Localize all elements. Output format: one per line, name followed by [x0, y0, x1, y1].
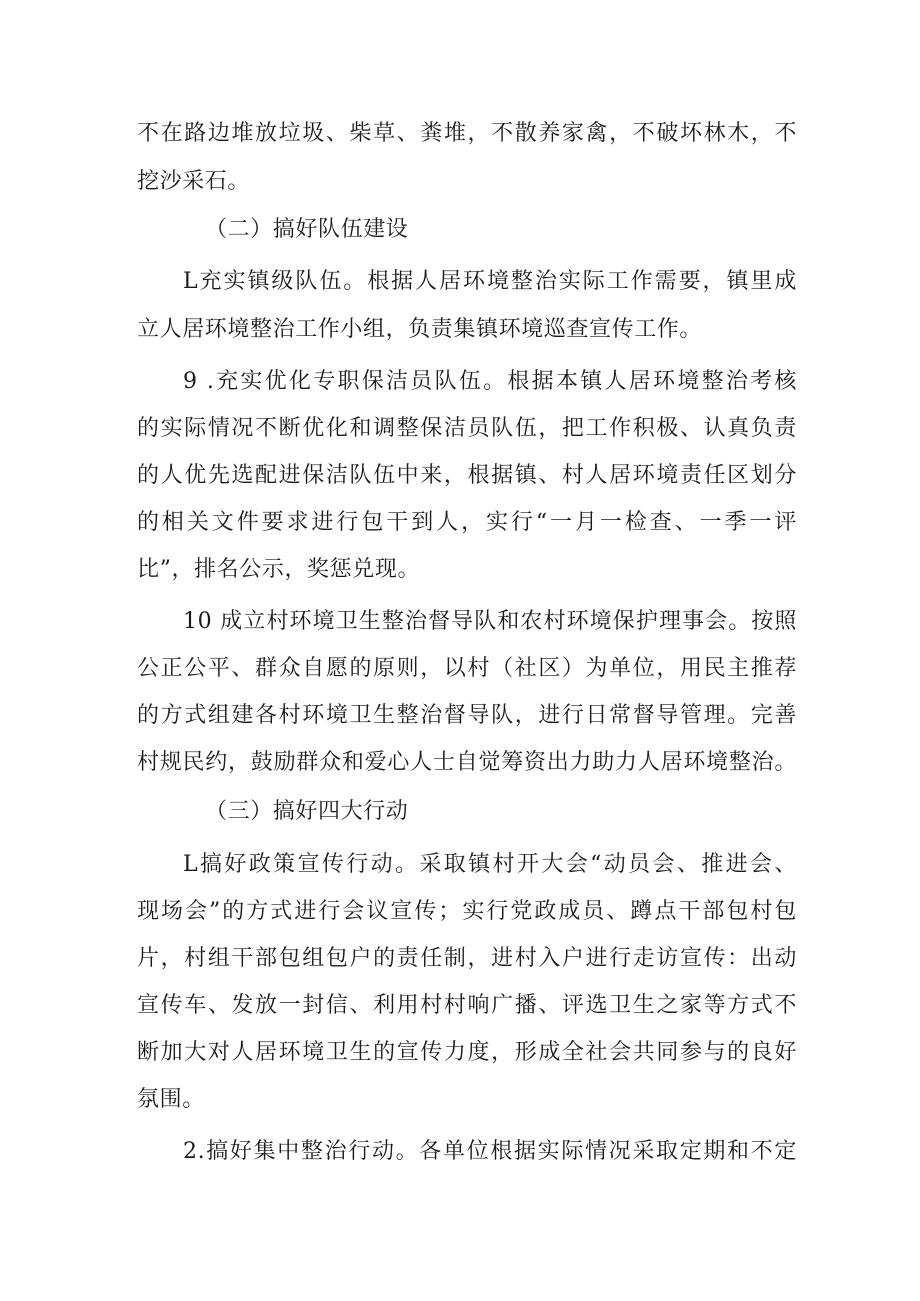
body-text-line: 公正公平、群众自愿的原则，以村（社区）为单位，用民主推荐 [137, 656, 797, 681]
body-text-line: 宣传车、发放一封信、利用村村响广播、评选卫生之家等方式不 [137, 993, 797, 1018]
section-heading: （二）搞好队伍建设 [205, 217, 409, 242]
body-text-line: 的人优先选配进保洁队伍中来，根据镇、村人居环境责任区划分 [137, 463, 797, 488]
paragraph-first-line: 2.搞好集中整治行动。各单位根据实际情况采取定期和不定 [183, 1139, 797, 1164]
body-text-line: 挖沙采石。 [137, 169, 251, 194]
body-text-line: 片，村组干部包组包户的责任制，进村入户进行走访宣传：出动 [137, 946, 797, 971]
body-text-line: 的相关文件要求进行包干到人，实行“一月一检查、一季一评 [137, 510, 797, 535]
body-text-line: 氛围。 [137, 1087, 205, 1112]
body-text-line: 现场会”的方式进行会议宣传；实行党政成员、蹲点干部包村包 [137, 899, 797, 924]
body-text-line: 不在路边堆放垃圾、柴草、粪堆，不散养家禽，不破坏林木，不 [137, 121, 797, 146]
body-text-line: 的方式组建各村环境卫生整治督导队，进行日常督导管理。完善 [137, 703, 797, 728]
body-text-line: 断加大对人居环境卫生的宣传力度，形成全社会共同参与的良好 [137, 1040, 797, 1065]
paragraph-first-line: 10 成立村环境卫生整治督导队和农村环境保护理事会。按照 [183, 609, 797, 634]
paragraph-first-line: L充实镇级队伍。根据人居环境整治实际工作需要，镇里成 [183, 269, 797, 294]
paragraph-first-line: L搞好政策宣传行动。采取镇村开大会“动员会、推进会、 [183, 852, 797, 877]
paragraph-first-line: 9 .充实优化专职保洁员队伍。根据本镇人居环境整治考核 [183, 369, 797, 394]
body-text-line: 的实际情况不断优化和调整保洁员队伍，把工作积极、认真负责 [137, 416, 797, 441]
section-heading: （三）搞好四大行动 [205, 799, 409, 824]
body-text-line: 立人居环境整治工作小组，负责集镇环境巡查宣传工作。 [137, 317, 703, 342]
body-text-line: 村规民约，鼓励群众和爱心人士自觉筹资出力助力人居环境整治。 [137, 750, 797, 775]
body-text-line: 比”，排名公示，奖惩兑现。 [137, 557, 421, 582]
